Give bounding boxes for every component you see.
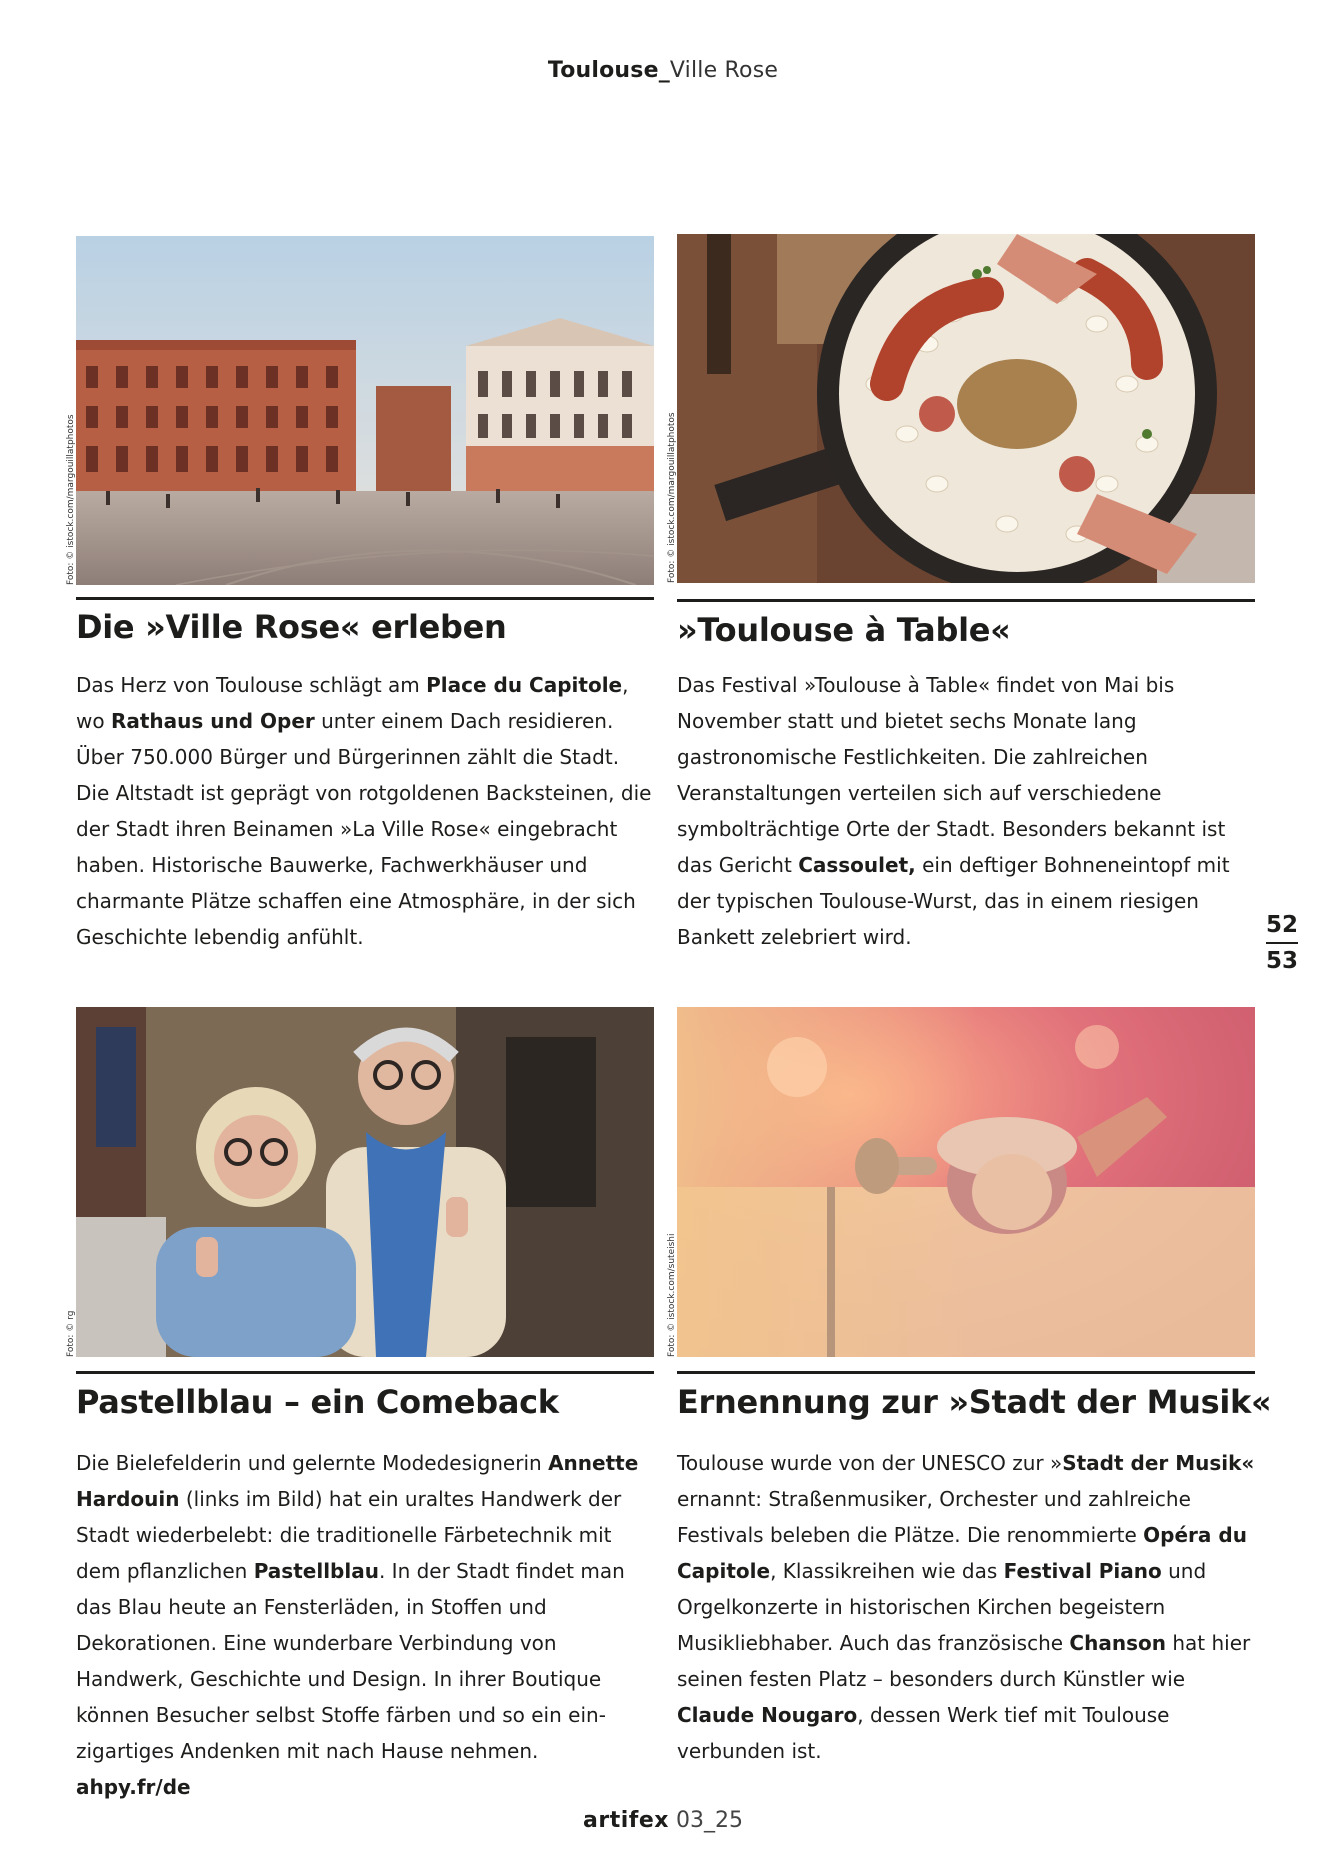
section-rule	[677, 599, 1255, 602]
highlight-text: Claude Nougaro	[677, 1703, 858, 1727]
body-text: Die Bielefelderin und gelernte Modedesignerin	[76, 1451, 549, 1475]
designer-portrait-photo	[76, 1007, 654, 1357]
body-text: , wo	[76, 673, 629, 733]
highlight-text: Opéra du Capitole	[677, 1523, 1247, 1583]
issue-number: 03_25	[668, 1808, 743, 1833]
highlight-text: ahpy.fr/de	[76, 1775, 191, 1799]
running-header	[0, 58, 1326, 83]
singer-photo	[677, 1007, 1255, 1357]
highlight-text: Pastellblau	[253, 1559, 379, 1583]
photo-credit: Foto: © rg	[66, 1310, 76, 1357]
body-paragraph	[677, 667, 1262, 955]
body-text: ein deftiger Bohneneintopf mit der typischen Toulouse-Wurst, das in einem riesigen Bankett zelebriert wird.	[677, 853, 1230, 949]
body-text: unter einem Dach residieren. Über 750.000 Bürger und Bürgerinnen zählt die Stadt. Die Altstadt ist geprägt von rotgoldenen Backsteinen, die der Stadt ihren Beinamen »La Ville Rose« eingebracht haben. Historische Bauwerke, Fachwerkhäuser und charmante Plätze schaffen eine Atmosphäre, in der sich Geschichte lebendig anfühlt.	[76, 709, 652, 949]
photo-credit: Foto: © istock.com/margouillatphotos	[66, 414, 76, 585]
body-text: ernannt: Straßenmusiker, Orchester und zahlreiche Festivals beleben die Plätze. Die renommierte	[677, 1487, 1191, 1547]
section-rule	[76, 597, 654, 600]
body-text: , Klassikreihen wie das	[770, 1559, 1004, 1583]
section-body	[677, 667, 1262, 955]
section-rule	[677, 1371, 1255, 1374]
photo-credit: Foto: © istock.com/margouillatphotos	[667, 412, 677, 583]
header-subtitle: Ville Rose	[669, 58, 779, 83]
magazine-footer	[0, 1808, 1326, 1833]
section-body	[76, 667, 656, 955]
section-body	[677, 1445, 1262, 1769]
header-title: Toulouse_	[547, 58, 670, 83]
body-text: (links im Bild) hat ein uraltes Handwerk der Stadt wiederbelebt: die traditionelle Färbetechnik mit dem pflanzlichen	[76, 1487, 622, 1583]
highlight-text: Chanson	[1069, 1631, 1166, 1655]
body-text: Toulouse wurde von der UNESCO zur »	[677, 1451, 1063, 1475]
highlight-text: Rathaus und Oper	[110, 709, 315, 733]
page-number-right: 53	[1265, 948, 1298, 974]
highlight-text: Stadt der Musik«	[1062, 1451, 1255, 1475]
highlight-text: Festival Piano	[1003, 1559, 1162, 1583]
section-title: Die »Ville Rose« erleben	[76, 608, 507, 646]
section-rule	[76, 1371, 654, 1374]
highlight-text: Annette Hardouin	[76, 1451, 639, 1511]
body-paragraph	[677, 1445, 1262, 1769]
body-text: Das Festival »Toulouse à Table« findet von Mai bis November statt und bietet sechs Monate lang gastronomische Festlichkeiten. Die zahlreichen Veranstaltungen verteilen sich auf verschiedene symbolträchtige Orte der Stadt. Besonders bekannt ist das Gericht	[677, 673, 1226, 877]
magazine-brand: artifex	[583, 1808, 669, 1833]
body-text: . In der Stadt findet man das Blau heute an Fensterläden, in Stoffen und Dekorationen. Eine wunderbare Verbindung von Handwerk, Geschichte und Design. In ihrer Boutique können Besucher selbst Stoffe färben und so ein einzigartiges Andenken mit nach Hause nehmen.	[76, 1559, 625, 1763]
page-number-divider	[1266, 942, 1298, 944]
body-text: Das Herz von Toulouse schlägt am	[76, 673, 427, 697]
body-text: und Orgelkonzerte in historischen Kirchen begeistern Musikliebhaber. Auch das französische	[677, 1559, 1207, 1655]
section-body	[76, 1445, 656, 1805]
highlight-text: Cassoulet,	[798, 853, 916, 877]
body-paragraph	[76, 1445, 656, 1805]
page-numbers	[1262, 910, 1302, 976]
cassoulet-photo	[677, 234, 1255, 583]
highlight-text: Place du Capitole	[426, 673, 623, 697]
body-paragraph	[76, 667, 656, 955]
page-number-left: 52	[1265, 912, 1298, 938]
section-title: Pastellblau – ein Comeback	[76, 1383, 559, 1421]
section-title: Ernennung zur »Stadt der Musik«	[677, 1383, 1272, 1421]
body-text: hat hier seinen festen Platz – besonders durch Künstler wie	[677, 1631, 1251, 1691]
photo-credit: Foto: © istock.com/suteishi	[667, 1233, 677, 1357]
section-title: »Toulouse à Table«	[677, 611, 1011, 649]
body-text: , dessen Werk tief mit Toulouse verbunden ist.	[677, 1703, 1170, 1763]
capitole-photo	[76, 236, 654, 585]
